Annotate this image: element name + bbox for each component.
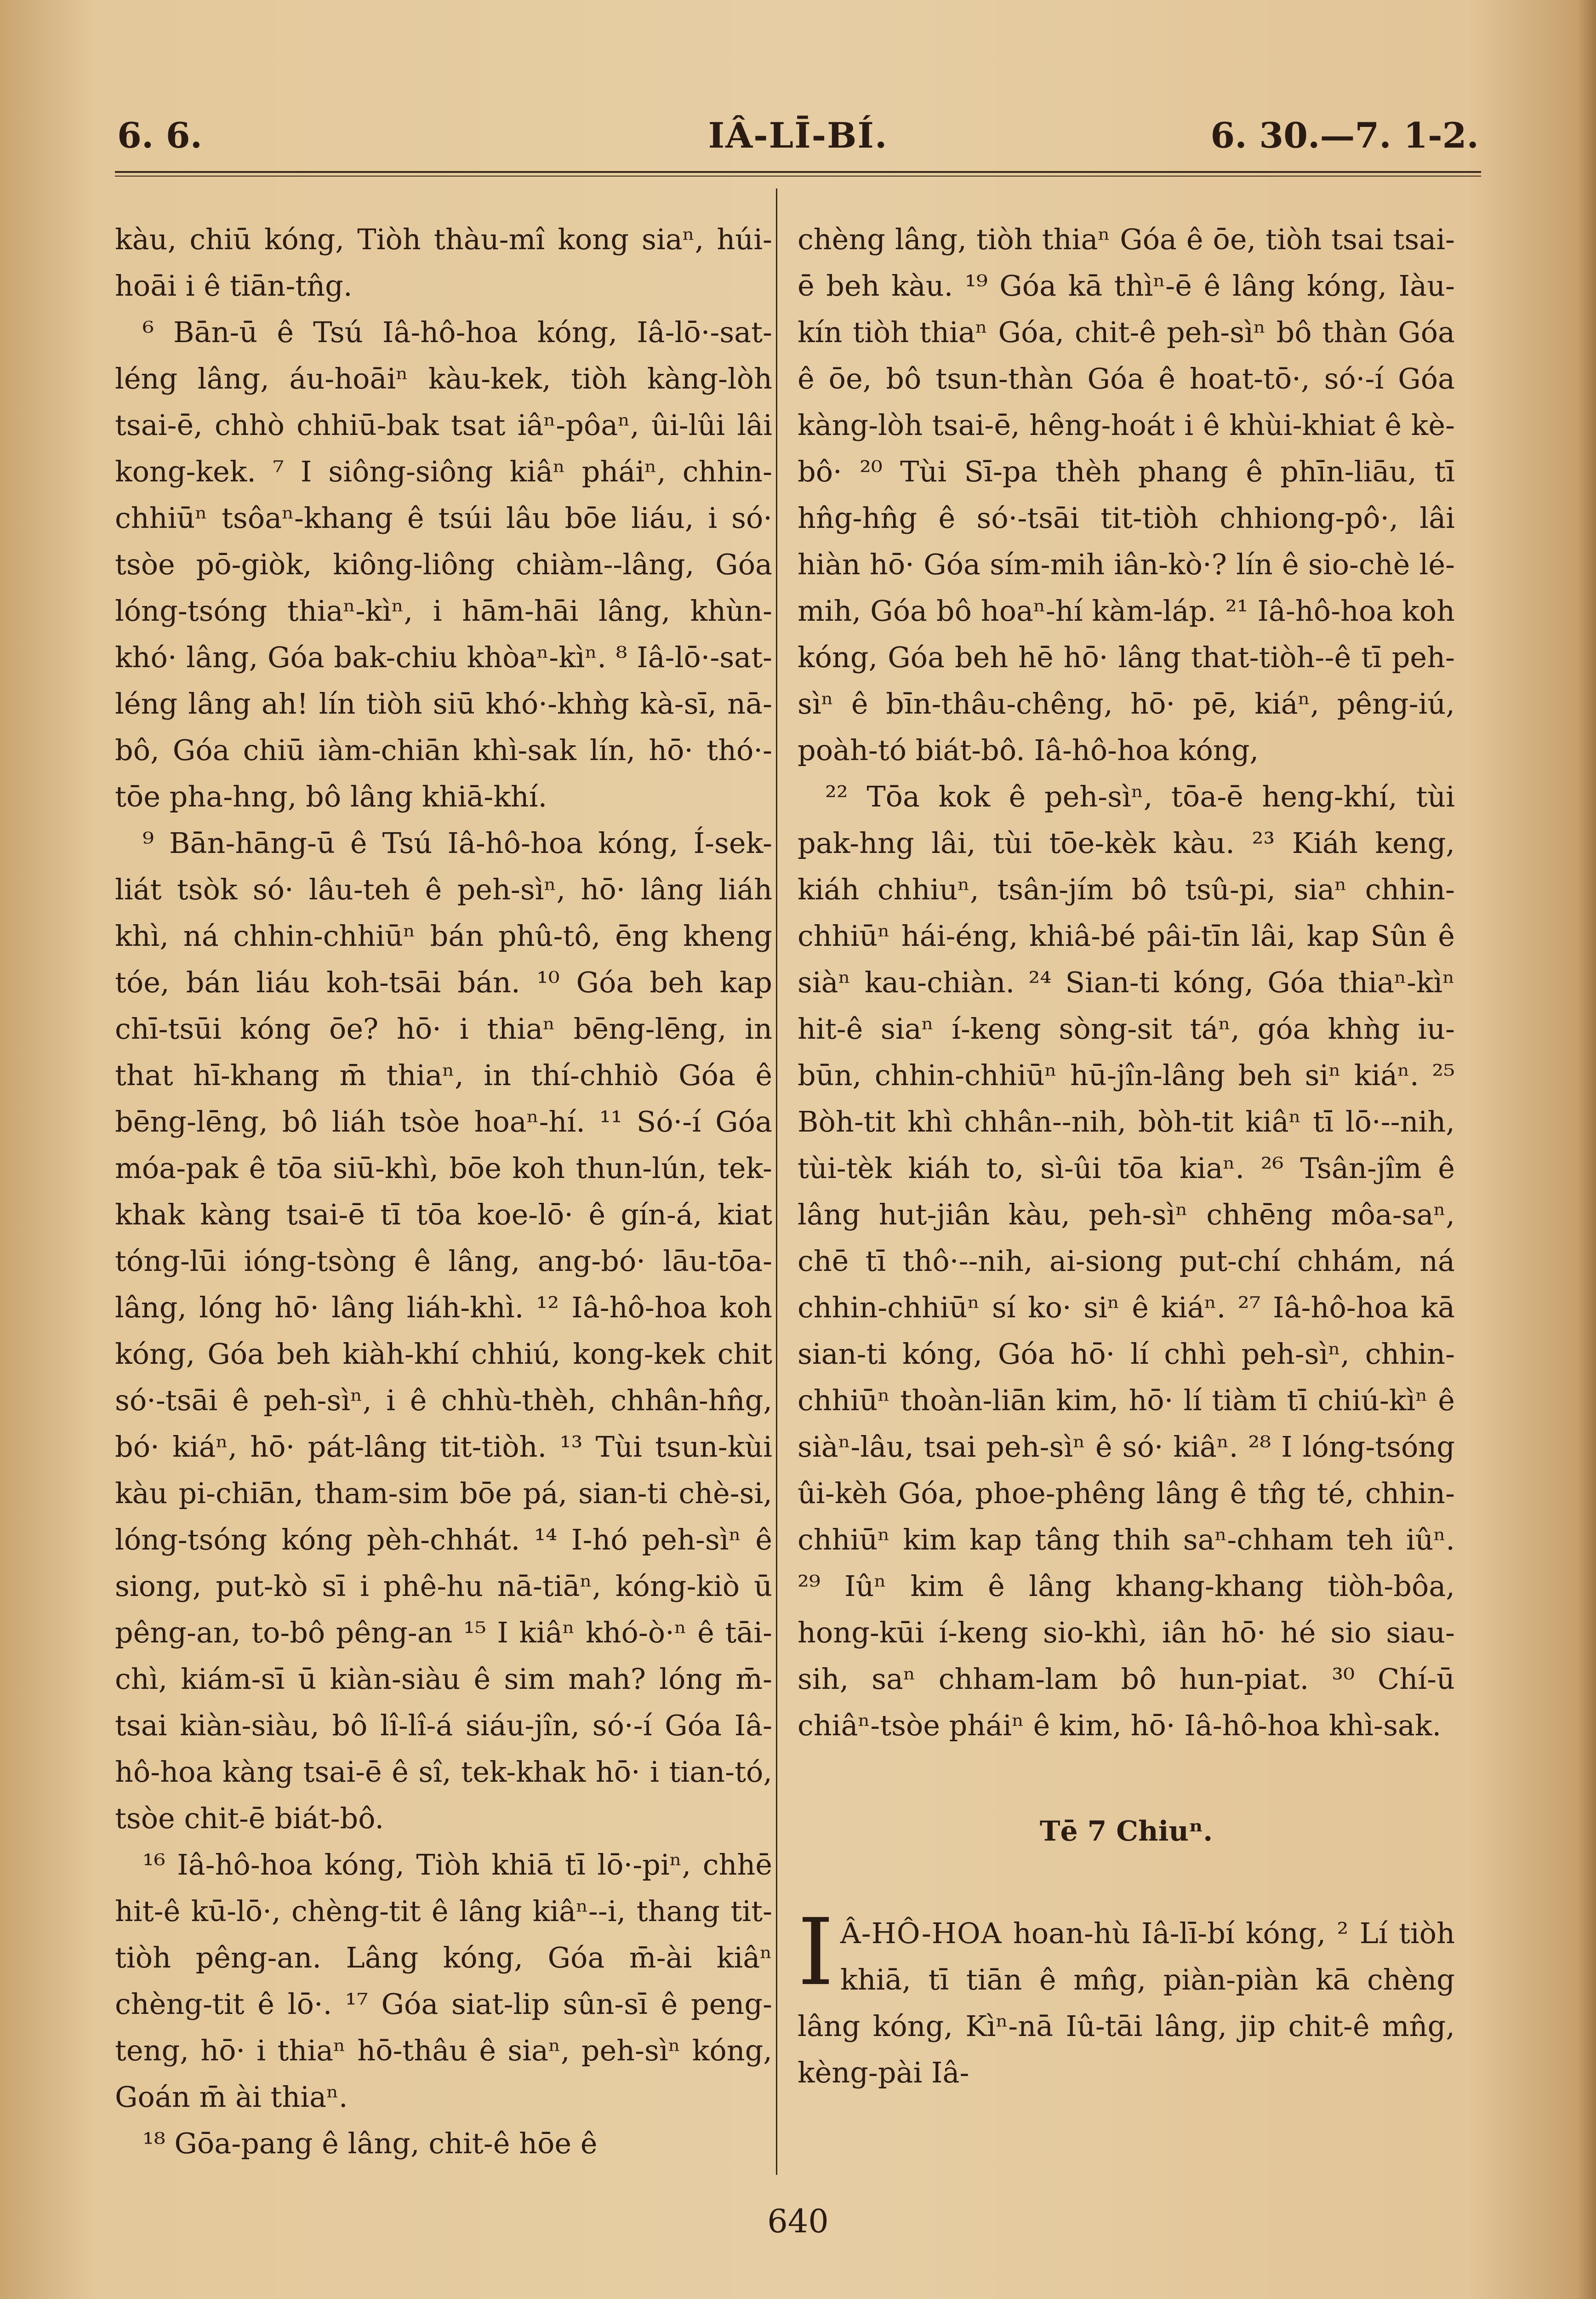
left-column (115, 216, 772, 2167)
paragraph: kàu, chiū kóng, Tiòh thàu-mî kong siaⁿ, húi-hoāi i ê tiān-tn̂g. (115, 223, 772, 303)
opening-smallcaps: Â-HÔ-HOA (840, 1916, 1002, 1950)
paragraph: ¹⁸ Gōa-pang ê lâng, chit-ê hōe ê (142, 2127, 598, 2160)
paragraph: ¹⁶ Iâ-hô-hoa kóng, Tiòh khiā tī lō·-piⁿ, chhē hit-ê kū-lō·, chèng-tit ê lâng kiâⁿ--i, thang tit-tiòh pêng-an. Lâng kóng, Góa m̄-ài kiâⁿ chèng-tit ê lō·. ¹⁷ Góa siat-lip sûn-sī ê peng-teng, hō· i thiaⁿ hō-thâu ê siaⁿ, peh-sìⁿ kóng, Goán m̄ ài thiaⁿ. (115, 1848, 772, 2114)
chapter-heading: Tē 7 Chiuⁿ. (1039, 1815, 1213, 1847)
paragraph: ⁹ Bān-hāng-ū ê Tsú Iâ-hô-hoa kóng, Í-sek-liát tsòk só· lâu-teh ê peh-sìⁿ, hō· lâng liáh khì, ná chhin-chhiūⁿ bán phû-tô, ēng kheng tóe, bán liáu koh-tsāi bán. ¹⁰ Góa beh kap chī-tsūi kóng ōe? hō· i thiaⁿ bēng-lēng, in that hī-khang m̄ thiaⁿ, in thí-chhiò Góa ê bēng-lēng, bô liáh tsòe hoaⁿ-hí. ¹¹ Só·-í Góa móa-pak ê tōa siū-khì, bōe koh thun-lún, tek-khak kàng tsai-ē tī tōa koe-lō· ê gín-á, kiat tóng-lūi ióng-tsòng ê lâng, ang-bó· lāu-tōa-lâng, lóng hō· lâng liáh-khì. ¹² Iâ-hô-hoa koh kóng, Góa beh kiàh-khí chhiú, kong-kek chit só·-tsāi ê peh-sìⁿ, i ê chhù-thèh, chhân-hn̂g, bó· kiáⁿ, hō· pát-lâng tit-tiòh. ¹³ Tùi tsun-kùi kàu pi-chiān, tham-sim bōe pá, sian-ti chè-si, lóng-tsóng kóng pèh-chhát. ¹⁴ I-hó peh-sìⁿ ê siong, put-kò sī i phê-hu nā-tiāⁿ, kóng-kiò ū pêng-an, to-bô pêng-an ¹⁵ I kiâⁿ khó-ò·ⁿ ê tāi-chì, kiám-sī ū kiàn-siàu ê sim mah? lóng m̄-tsai kiàn-siàu, bô lî-lî-á siáu-jîn, só·-í Góa Iâ-hô-hoa kàng tsai-ē ê sî, tek-khak hō· i tian-tó, tsòe chit-ē biát-bô. (115, 826, 772, 1835)
page-number: 640 (767, 2202, 829, 2240)
header-right-ref: 6. 30.—7. 1-2. (1210, 115, 1479, 156)
header-title: IÂ-LĪ-BÍ. (708, 115, 888, 156)
chapter-opening-paragraph (798, 1899, 1455, 2096)
header-left-ref: 6. 6. (117, 115, 203, 156)
opening-text: hoan-hù Iâ-lī-bí kóng, ² Lí tiòh khiā, tī tiān ê mn̂g, piàn-piàn kā chèng lâng kóng, Kìⁿ-nā Iû-tāi lâng, jip chit-ê mn̂g, kèng-pài Iâ- (798, 1916, 1455, 2089)
column-divider (776, 189, 777, 2175)
paragraph: chèng lâng, tiòh thiaⁿ Góa ê ōe, tiòh tsai tsai-ē beh kàu. ¹⁹ Góa kā thìⁿ-ē ê lâng kóng, Iàu-kín tiòh thiaⁿ Góa, chit-ê peh-sìⁿ bô thàn Góa ê ōe, bô tsun-thàn Góa ê hoat-tō·, só·-í Góa kàng-lòh tsai-ē, hêng-hoát i ê khùi-khiat ê kè-bô· ²⁰ Tùi Sī-pa thèh phang ê phīn-liāu, tī hn̂g-hn̂g ê só·-tsāi tit-tiòh chhiong-pô·, lâi hiàn hō· Góa sím-mih iân-kò·? lín ê sio-chè lé-mih, Góa bô hoaⁿ-hí kàm-láp. ²¹ Iâ-hô-hoa koh kóng, Góa beh hē hō· lâng that-tiòh--ê tī peh-sìⁿ ê bīn-thâu-chêng, hō· pē, kiáⁿ, pêng-iú, poàh-tó biát-bô. Iâ-hô-hoa kóng, (798, 223, 1455, 767)
paragraph: ⁶ Bān-ū ê Tsú Iâ-hô-hoa kóng, Iâ-lō·-sat-léng lâng, áu-hoāiⁿ kàu-kek, tiòh kàng-lòh tsai-ē, chhò chhiū-bak tsat iâⁿ-pôaⁿ, ûi-lûi lâi kong-kek. ⁷ I siông-siông kiâⁿ pháiⁿ, chhin-chhiūⁿ tsôaⁿ-khang ê tsúi lâu bōe liáu, i só· tsòe pō-giòk, kiông-liông chiàm--lâng, Góa lóng-tsóng thiaⁿ-kìⁿ, i hām-hāi lâng, khùn-khó· lâng, Góa bak-chiu khòaⁿ-kìⁿ. ⁸ Iâ-lō·-sat-léng lâng ah! lín tiòh siū khó·-khǹg kà-sī, nā-bô, Góa chiū iàm-chiān khì-sak lín, hō· thó·-tōe pha-hng, bô lâng khiā-khí. (115, 315, 772, 813)
paragraph: ²² Tōa kok ê peh-sìⁿ, tōa-ē heng-khí, tùi pak-hng lâi, tùi tōe-kèk kàu. ²³ Kiáh keng, kiáh chhiuⁿ, tsân-jím bô tsû-pi, siaⁿ chhin-chhiūⁿ hái-éng, khiâ-bé pâi-tīn lâi, kap Sûn ê siàⁿ kau-chiàn. ²⁴ Sian-ti kóng, Góa thiaⁿ-kìⁿ hit-ê siaⁿ í-keng sòng-sit táⁿ, góa khǹg iu-būn, chhin-chhiūⁿ hū-jîn-lâng beh siⁿ kiáⁿ. ²⁵ Bòh-tit khì chhân--nih, bòh-tit kiâⁿ tī lō·--nih, tùi-tèk kiáh to, sì-ûi tōa kiaⁿ. ²⁶ Tsân-jîm ê lâng hut-jiân kàu, peh-sìⁿ chhēng môa-saⁿ, chē tī thô·--nih, ai-siong put-chí chhám, ná chhin-chhiūⁿ sí ko· siⁿ ê kiáⁿ. ²⁷ Iâ-hô-hoa kā sian-ti kóng, Góa hō· lí chhì peh-sìⁿ, chhin-chhiūⁿ thoàn-liān kim, hō· lí tiàm tī chiú-kìⁿ ê siàⁿ-lâu, tsai peh-sìⁿ ê só· kiâⁿ. ²⁸ I lóng-tsóng ûi-kèh Góa, phoe-phêng lâng ê tn̂g té, chhin-chhiūⁿ kim kap tâng thih saⁿ-chham teh iûⁿ. ²⁹ Iûⁿ kim ê lâng khang-khang tiòh-bôa, hong-kūi í-keng sio-khì, iân hō· hé sio siau-sih, saⁿ chham-lam bô hun-piat. ³⁰ Chí-ū chiâⁿ-tsòe pháiⁿ ê kim, hō· Iâ-hô-hoa khì-sak. (798, 780, 1455, 1742)
drop-cap: I (798, 1899, 834, 2006)
page-edge-shadow (1578, 0, 1596, 2299)
running-header (117, 115, 1479, 156)
right-column (798, 216, 1455, 2096)
header-rule (115, 171, 1481, 177)
